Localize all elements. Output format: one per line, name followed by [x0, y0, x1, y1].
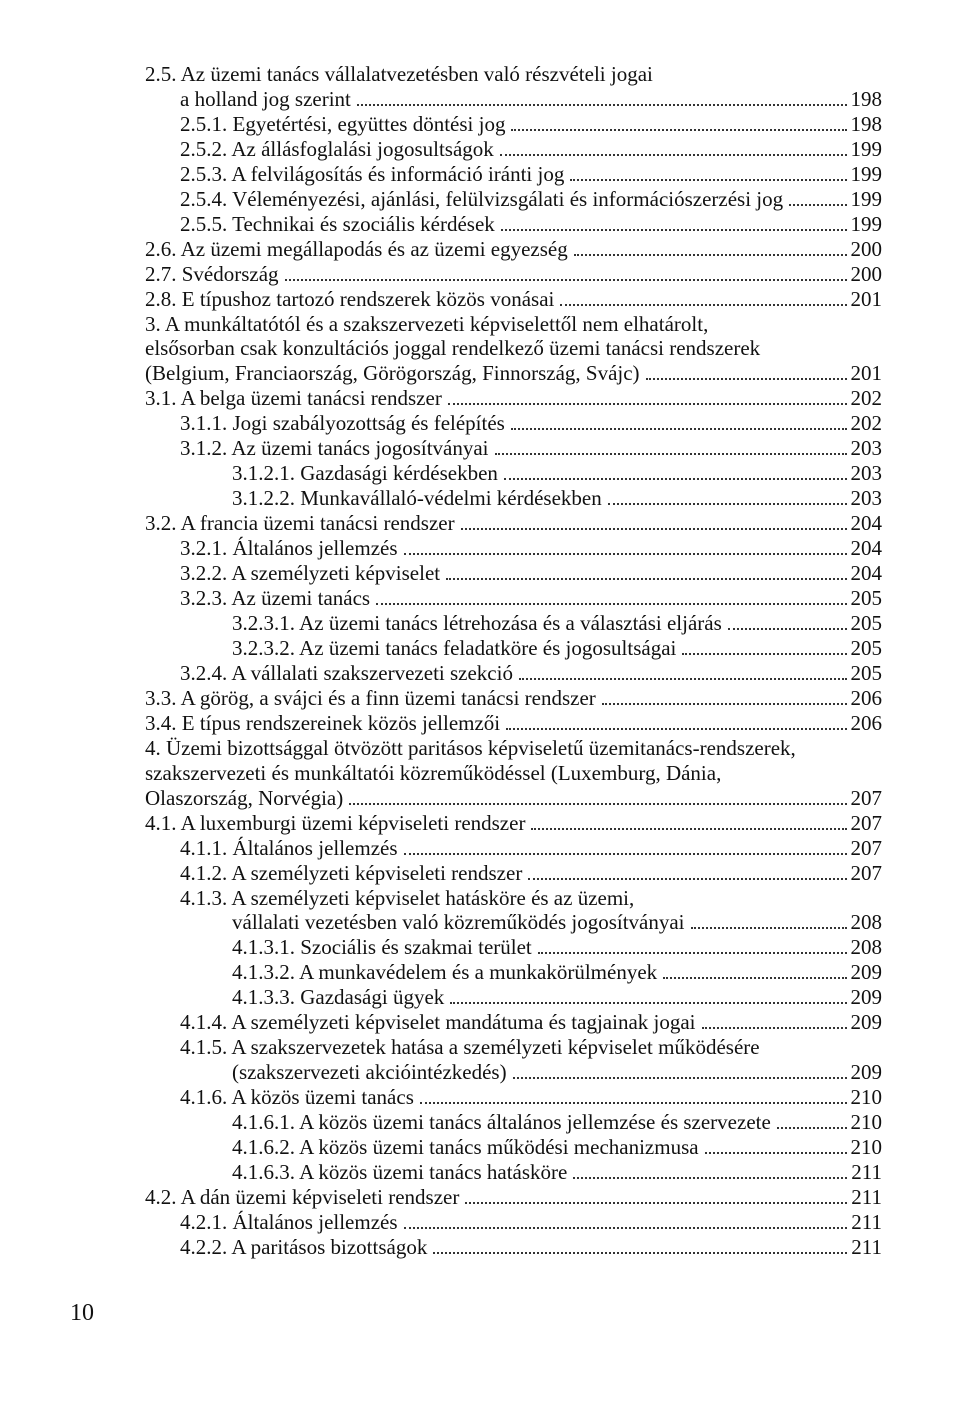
toc-entry[interactable] [0, 636, 960, 661]
toc-entry-title: 3.2.1. Általános jellemzés [180, 536, 398, 561]
toc-entry-page: 199 [850, 186, 882, 211]
toc-entry-title: 3.2.3.2. Az üzemi tanács feladatköre és jogosultságai [232, 636, 677, 661]
dot-leader [682, 653, 846, 655]
toc-entry-page: 198 [850, 111, 882, 136]
toc-entry[interactable] [0, 811, 960, 836]
toc-entry-title: 2.8. E típushoz tartozó rendszerek közös vonásai [145, 286, 555, 311]
dot-leader [433, 1252, 847, 1254]
toc-entry-title: (szakszervezeti akcióintézkedés) [232, 1059, 507, 1084]
toc-entry-title: 3.4. E típus rendszereinek közös jellemzői [145, 711, 501, 736]
toc-entry-title: 3.2.3. Az üzemi tanács [180, 586, 371, 611]
dot-leader [705, 1152, 847, 1154]
dot-leader [560, 304, 846, 306]
toc-entry-page: 211 [851, 1159, 882, 1184]
dot-leader [538, 952, 847, 954]
toc-entry[interactable] [0, 1235, 960, 1260]
dot-leader [285, 279, 847, 281]
toc-entry-page: 207 [850, 835, 882, 860]
toc-entry[interactable] [0, 162, 960, 187]
dot-leader [511, 428, 847, 430]
toc-entry[interactable] [0, 62, 960, 112]
toc-entry-page: 208 [850, 935, 882, 960]
dot-leader [404, 1227, 848, 1229]
dot-leader [357, 104, 847, 106]
toc-entry[interactable] [0, 436, 960, 461]
toc-entry-page: 204 [850, 561, 882, 586]
toc-entry-title: 3.2. A francia üzemi tanácsi rendszer [145, 511, 455, 536]
dot-leader [570, 179, 846, 181]
toc-entry-title: 3.1.2. Az üzemi tanács jogosítványai [180, 436, 489, 461]
toc-entry-title: 4.1.6. A közös üzemi tanács [180, 1084, 414, 1109]
dot-leader [646, 378, 847, 380]
toc-entry-page: 209 [850, 985, 882, 1010]
toc-entry-title: a holland jog szerint [180, 86, 351, 111]
toc-entry-title: 4.1.3.2. A munkavédelem és a munkakörülmények [232, 960, 658, 985]
dot-leader [376, 603, 846, 605]
toc-entry-page: 199 [850, 136, 882, 161]
toc-entry-page: 202 [850, 386, 882, 411]
toc-entry-line: 3. A munkáltatótól és a szakszervezeti képviselettől nem elhatárolt, [145, 311, 709, 336]
toc-entry[interactable] [0, 386, 960, 411]
toc-entry-page: 207 [850, 785, 882, 810]
dot-leader [789, 204, 846, 206]
toc-entry[interactable] [0, 711, 960, 736]
dot-leader [663, 977, 846, 979]
toc-entry-page: 205 [850, 586, 882, 611]
toc-entry-page: 203 [850, 486, 882, 511]
toc-entry-title: 3.3. A görög, a svájci és a finn üzemi tanácsi rendszer [145, 686, 596, 711]
dot-leader [528, 878, 846, 880]
toc-entry-page: 201 [850, 361, 882, 386]
toc-entry-title: Olaszország, Norvégia) [145, 785, 344, 810]
toc-entry-line: elsősorban csak konzultációs joggal rendelkező üzemi tanácsi rendszerek [145, 336, 761, 361]
toc-entry[interactable] [0, 411, 960, 436]
dot-leader [519, 678, 847, 680]
toc-entry[interactable] [0, 262, 960, 287]
toc-entry-page: 201 [850, 286, 882, 311]
toc-entry[interactable] [0, 1185, 960, 1210]
toc-entry[interactable] [0, 861, 960, 886]
toc-entry-page: 205 [850, 611, 882, 636]
toc-entry-page: 206 [850, 686, 882, 711]
toc-entry-title: 4.1.3.1. Szociális és szakmai terület [232, 935, 532, 960]
toc-entry[interactable] [0, 985, 960, 1010]
toc-entry-title: 4.2. A dán üzemi képviseleti rendszer [145, 1184, 460, 1209]
toc-entry-title: 2.5.5. Technikai és szociális kérdések [180, 211, 495, 236]
toc-entry-title: 2.5.2. Az állásfoglalási jogosultságok [180, 136, 494, 161]
toc-entry[interactable] [0, 661, 960, 686]
toc-entry-title: 4.1.4. A személyzeti képviselet mandátuma és tagjainak jogai [180, 1010, 696, 1035]
dot-leader [602, 703, 847, 705]
toc-entry-page: 208 [850, 910, 882, 935]
dot-leader [495, 453, 847, 455]
toc-entry[interactable] [0, 686, 960, 711]
toc-entry-title: 4.1.6.2. A közös üzemi tanács működési mechanizmusa [232, 1134, 699, 1159]
toc-entry-title: 2.7. Svédország [145, 261, 279, 286]
toc-entry-page: 203 [850, 461, 882, 486]
dot-leader [501, 229, 847, 231]
toc-entry-page: 210 [850, 1134, 882, 1159]
dot-leader [777, 1127, 847, 1129]
toc-entry[interactable] [0, 486, 960, 511]
dot-leader [404, 853, 847, 855]
toc-entry-title: 2.5.3. A felvilágosítás és információ iránti jog [180, 161, 565, 186]
dot-leader [702, 1027, 847, 1029]
dot-leader [531, 828, 846, 830]
toc-entry[interactable] [0, 237, 960, 262]
dot-leader [574, 254, 847, 256]
toc-entry-title: 3.2.4. A vállalati szakszervezeti szekció [180, 661, 513, 686]
toc-entry-title: 4.1.3.3. Gazdasági ügyek [232, 985, 445, 1010]
toc-entry[interactable] [0, 212, 960, 237]
toc-entry[interactable] [0, 611, 960, 636]
toc-entry[interactable] [0, 1160, 960, 1185]
toc-entry[interactable] [0, 960, 960, 985]
toc-entry-title: 4.2.1. Általános jellemzés [180, 1209, 398, 1234]
toc-entry-line: szakszervezeti és munkáltatói közreműködéssel (Luxemburg, Dánia, [145, 760, 722, 785]
dot-leader [465, 1202, 847, 1204]
toc-entry-title: vállalati vezetésben való közreműködés jogosítványai [232, 910, 685, 935]
dot-leader [446, 578, 846, 580]
table-of-contents [0, 62, 960, 1260]
toc-entry-page: 211 [851, 1184, 882, 1209]
dot-leader [500, 154, 847, 156]
dot-leader [349, 803, 846, 805]
toc-entry-title: (Belgium, Franciaország, Görögország, Finnország, Svájc) [145, 361, 640, 386]
toc-entry[interactable] [0, 736, 960, 810]
toc-entry[interactable] [0, 1085, 960, 1110]
toc-entry[interactable] [0, 187, 960, 212]
toc-entry-page: 211 [851, 1234, 882, 1259]
toc-entry-title: 4.1. A luxemburgi üzemi képviseleti rendszer [145, 810, 526, 835]
toc-entry-title: 3.1.1. Jogi szabályozottság és felépítés [180, 411, 505, 436]
toc-entry-page: 202 [850, 411, 882, 436]
toc-entry-line: 2.5. Az üzemi tanács vállalatvezetésben való részvételi jogai [145, 62, 653, 86]
toc-entry-page: 204 [850, 511, 882, 536]
dot-leader [450, 1002, 846, 1004]
toc-entry-title: 2.5.1. Egyetértési, együttes döntési jog [180, 111, 506, 136]
toc-entry[interactable] [0, 312, 960, 386]
dot-leader [511, 129, 846, 131]
toc-entry-title: 4.1.6.1. A közös üzemi tanács általános jellemzése és szervezete [232, 1109, 771, 1134]
toc-entry-title: 3.1.2.1. Gazdasági kérdésekben [232, 461, 498, 486]
toc-entry-title: 3.2.2. A személyzeti képviselet [180, 561, 441, 586]
dot-leader [513, 1077, 847, 1079]
toc-entry-page: 199 [850, 211, 882, 236]
page-number: 10 [70, 1300, 94, 1326]
toc-entry-page: 205 [850, 661, 882, 686]
toc-entry-line: 4.1.3. A személyzeti képviselet hatásköre és az üzemi, [180, 885, 635, 910]
toc-entry-title: 2.5.4. Véleményezési, ajánlási, felülvizsgálati és információszerzési jog [180, 186, 784, 211]
toc-entry-title: 3.1. A belga üzemi tanácsi rendszer [145, 386, 442, 411]
dot-leader [608, 503, 847, 505]
toc-entry[interactable] [0, 511, 960, 536]
toc-entry-page: 198 [850, 86, 882, 111]
toc-entry-page: 210 [850, 1084, 882, 1109]
toc-entry-page: 206 [850, 711, 882, 736]
dot-leader [506, 728, 846, 730]
dot-leader [420, 1102, 847, 1104]
toc-entry-title: 4.1.6.3. A közös üzemi tanács hatásköre [232, 1159, 568, 1184]
toc-entry-page: 203 [850, 436, 882, 461]
toc-entry-page: 200 [850, 236, 882, 261]
toc-entry-page: 204 [850, 536, 882, 561]
toc-entry-page: 207 [850, 860, 882, 885]
toc-entry[interactable] [0, 287, 960, 312]
toc-entry-title: 3.2.3.1. Az üzemi tanács létrehozása és a választási eljárás [232, 611, 722, 636]
toc-entry[interactable] [0, 836, 960, 861]
toc-entry[interactable] [0, 586, 960, 611]
dot-leader [573, 1177, 847, 1179]
toc-entry-title: 2.6. Az üzemi megállapodás és az üzemi egyezség [145, 236, 568, 261]
toc-entry-line: 4. Üzemi bizottsággal ötvözött paritásos képviseletű üzemitanács-rendszerek, [145, 736, 796, 761]
toc-entry-page: 209 [850, 960, 882, 985]
toc-entry[interactable] [0, 137, 960, 162]
toc-entry-title: 4.1.1. Általános jellemzés [180, 835, 398, 860]
toc-entry-page: 209 [850, 1010, 882, 1035]
dot-leader [461, 528, 847, 530]
toc-entry[interactable] [0, 886, 960, 936]
toc-entry-page: 207 [850, 810, 882, 835]
toc-entry-page: 211 [851, 1209, 882, 1234]
dot-leader [448, 403, 847, 405]
dot-leader [691, 927, 847, 929]
dot-leader [404, 553, 847, 555]
toc-entry[interactable] [0, 1135, 960, 1160]
toc-entry-page: 199 [850, 161, 882, 186]
toc-entry[interactable] [0, 461, 960, 486]
toc-entry[interactable] [0, 1110, 960, 1135]
toc-entry[interactable] [0, 1210, 960, 1235]
toc-entry-page: 210 [850, 1109, 882, 1134]
toc-entry-title: 4.2.2. A paritásos bizottságok [180, 1234, 428, 1259]
dot-leader [728, 628, 847, 630]
toc-entry[interactable] [0, 536, 960, 561]
toc-entry-page: 200 [850, 261, 882, 286]
toc-entry[interactable] [0, 935, 960, 960]
toc-entry-title: 3.1.2.2. Munkavállaló-védelmi kérdésekben [232, 486, 602, 511]
toc-entry[interactable] [0, 1010, 960, 1035]
dot-leader [504, 478, 847, 480]
toc-entry-page: 209 [850, 1059, 882, 1084]
toc-entry[interactable] [0, 1035, 960, 1085]
toc-entry[interactable] [0, 561, 960, 586]
toc-entry-line: 4.1.5. A szakszervezetek hatása a személyzeti képviselet működésére [180, 1035, 760, 1060]
toc-entry-title: 4.1.2. A személyzeti képviseleti rendszer [180, 860, 523, 885]
toc-entry-page: 205 [850, 636, 882, 661]
toc-entry[interactable] [0, 112, 960, 137]
